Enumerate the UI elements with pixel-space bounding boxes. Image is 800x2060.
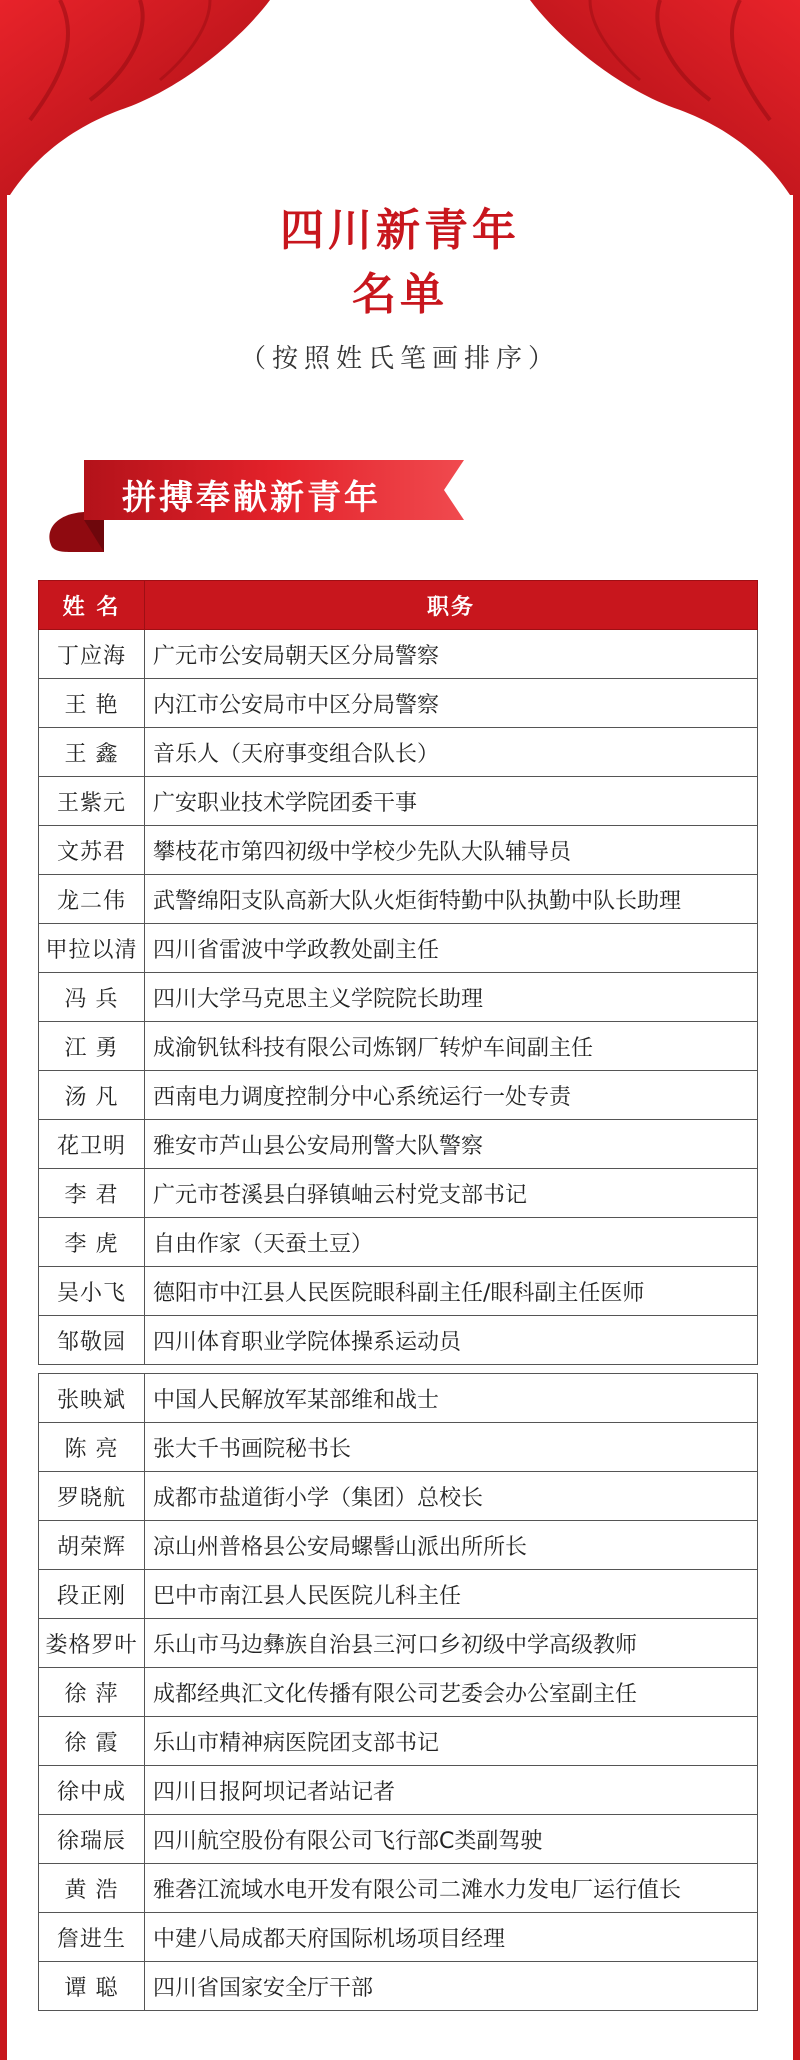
table-row [39, 630, 758, 679]
row-duty: 德阳市中江县人民医院眼科副主任/眼科副主任医师 [145, 1267, 758, 1316]
row-duty: 成都市盐道街小学（集团）总校长 [145, 1472, 758, 1521]
row-name: 张映斌 [39, 1374, 145, 1423]
column-header-name: 姓 名 [39, 581, 145, 630]
row-name: 李 虎 [39, 1218, 145, 1267]
row-duty: 中建八局成都天府国际机场项目经理 [145, 1913, 758, 1962]
row-duty: 张大千书画院秘书长 [145, 1423, 758, 1472]
row-name: 汤 凡 [39, 1071, 145, 1120]
row-name: 王 艳 [39, 679, 145, 728]
row-duty: 西南电力调度控制分中心系统运行一处专责 [145, 1071, 758, 1120]
table-row [39, 1071, 758, 1120]
table-section-gap [39, 1365, 758, 1374]
row-name: 黄 浩 [39, 1864, 145, 1913]
table-row [39, 728, 758, 777]
table-row [39, 1619, 758, 1668]
table-row [39, 1472, 758, 1521]
row-name: 徐中成 [39, 1766, 145, 1815]
table-row [39, 1668, 758, 1717]
page-subtitle: （按照姓氏笔画排序） [239, 344, 560, 374]
table-row [39, 1374, 758, 1423]
row-duty: 中国人民解放军某部维和战士 [145, 1374, 758, 1423]
row-duty: 雅安市芦山县公安局刑警大队警察 [145, 1120, 758, 1169]
table-row [39, 1218, 758, 1267]
table-row [39, 1815, 758, 1864]
row-name: 冯 兵 [39, 973, 145, 1022]
page-title-line2: 名单 [352, 269, 448, 320]
section-banner-label: 拼搏奉献新青年 [122, 478, 381, 518]
table-row [39, 1864, 758, 1913]
curtain-right-decoration [520, 0, 800, 200]
table-row [39, 777, 758, 826]
table-row [39, 826, 758, 875]
table-row [39, 1022, 758, 1071]
row-duty: 乐山市马边彝族自治县三河口乡初级中学高级教师 [145, 1619, 758, 1668]
roster-table [38, 580, 758, 2011]
table-row [39, 1570, 758, 1619]
row-duty: 攀枝花市第四初级中学校少先队大队辅导员 [145, 826, 758, 875]
curtain-left-decoration [0, 0, 280, 200]
table-row [39, 1423, 758, 1472]
row-duty: 自由作家（天蚕土豆） [145, 1218, 758, 1267]
row-duty: 乐山市精神病医院团支部书记 [145, 1717, 758, 1766]
row-duty: 四川体育职业学院体操系运动员 [145, 1316, 758, 1365]
row-name: 文苏君 [39, 826, 145, 875]
row-name: 詹进生 [39, 1913, 145, 1962]
row-duty: 四川省国家安全厅干部 [145, 1962, 758, 2011]
table-row [39, 1962, 758, 2011]
row-duty: 武警绵阳支队高新大队火炬街特勤中队执勤中队长助理 [145, 875, 758, 924]
table-row [39, 679, 758, 728]
row-duty: 内江市公安局市中区分局警察 [145, 679, 758, 728]
table-row [39, 924, 758, 973]
row-name: 江 勇 [39, 1022, 145, 1071]
row-duty: 四川大学马克思主义学院院长助理 [145, 973, 758, 1022]
row-duty: 雅砻江流域水电开发有限公司二滩水力发电厂运行值长 [145, 1864, 758, 1913]
gap-cell [145, 1365, 758, 1374]
table-row [39, 1267, 758, 1316]
row-name: 陈 亮 [39, 1423, 145, 1472]
row-name: 徐瑞辰 [39, 1815, 145, 1864]
row-name: 王 鑫 [39, 728, 145, 777]
table-row [39, 1913, 758, 1962]
row-name: 段正刚 [39, 1570, 145, 1619]
table-row [39, 875, 758, 924]
row-duty: 成渝钒钛科技有限公司炼钢厂转炉车间副主任 [145, 1022, 758, 1071]
row-name: 王紫元 [39, 777, 145, 826]
row-name: 娄格罗叶 [39, 1619, 145, 1668]
gap-cell [39, 1365, 145, 1374]
row-duty: 四川日报阿坝记者站记者 [145, 1766, 758, 1815]
row-name: 龙二伟 [39, 875, 145, 924]
row-name: 徐 萍 [39, 1668, 145, 1717]
row-duty: 广元市公安局朝天区分局警察 [145, 630, 758, 679]
row-name: 李 君 [39, 1169, 145, 1218]
row-name: 谭 聪 [39, 1962, 145, 2011]
row-name: 邹敬园 [39, 1316, 145, 1365]
row-name: 丁应海 [39, 630, 145, 679]
row-name: 罗晓航 [39, 1472, 145, 1521]
row-duty: 巴中市南江县人民医院儿科主任 [145, 1570, 758, 1619]
table-row [39, 1766, 758, 1815]
table-header-row [39, 581, 758, 630]
row-name: 徐 霞 [39, 1717, 145, 1766]
row-duty: 凉山州普格县公安局螺髻山派出所所长 [145, 1521, 758, 1570]
row-duty: 成都经典汇文化传播有限公司艺委会办公室副主任 [145, 1668, 758, 1717]
row-duty: 广安职业技术学院团委干事 [145, 777, 758, 826]
row-duty: 音乐人（天府事变组合队长） [145, 728, 758, 777]
table-row [39, 1120, 758, 1169]
row-duty: 四川航空股份有限公司飞行部C类副驾驶 [145, 1815, 758, 1864]
table-row [39, 1169, 758, 1218]
page-title-line1: 四川新青年 [280, 205, 520, 256]
column-header-duty: 职务 [145, 581, 758, 630]
section-banner [44, 452, 484, 562]
row-duty: 四川省雷波中学政教处副主任 [145, 924, 758, 973]
row-name: 花卫明 [39, 1120, 145, 1169]
table-row [39, 1717, 758, 1766]
row-name: 吴小飞 [39, 1267, 145, 1316]
table-row [39, 1316, 758, 1365]
table-row [39, 1521, 758, 1570]
row-name: 胡荣辉 [39, 1521, 145, 1570]
row-duty: 广元市苍溪县白驿镇岫云村党支部书记 [145, 1169, 758, 1218]
row-name: 甲拉以清 [39, 924, 145, 973]
table-row [39, 973, 758, 1022]
